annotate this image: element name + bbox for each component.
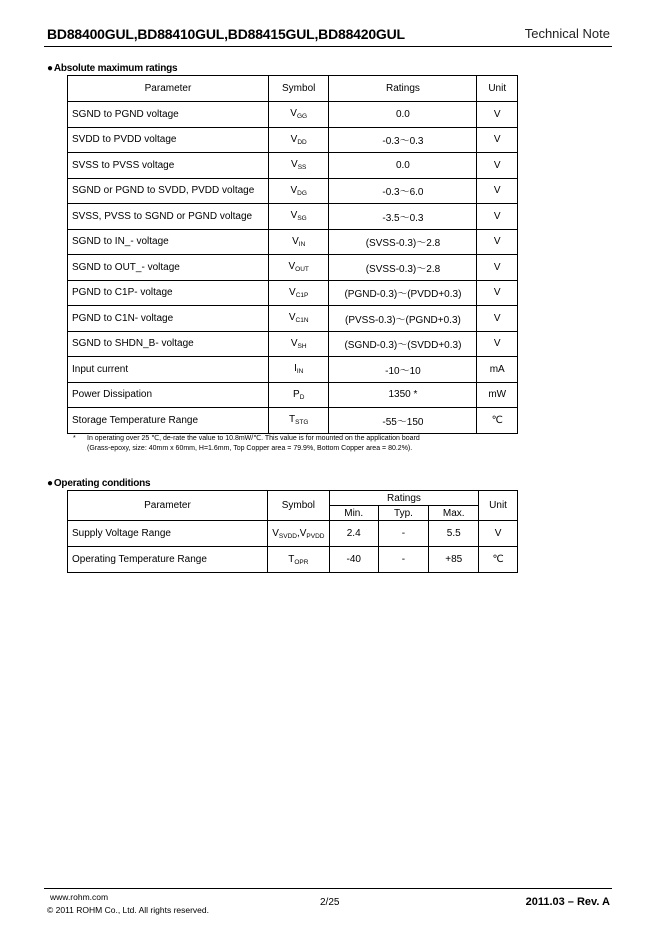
rating-cell: 0.0 [329,102,477,128]
symbol-subscript: GG [296,113,308,121]
symbol-cell [267,547,329,573]
col-header-typ: Typ. [378,506,429,521]
table-row [68,229,518,255]
footnote-line-1: In operating over 25 ℃, de-rate the value to 10.8mW/℃. This value is for mounted on the application board [87,435,420,442]
param-cell: Storage Temperature Range [68,408,269,434]
col-header-ratings: Ratings [329,76,477,102]
unit-cell: mW [477,382,518,408]
op-cond-table [67,490,518,573]
rating-cell: -10～10 [329,357,477,383]
unit-cell: V [479,521,518,547]
min-cell: 2.4 [329,521,378,547]
symbol-cell [268,255,328,281]
symbol-cell [268,204,328,230]
symbol-cell [268,178,328,204]
symbol-subscript: IN [298,240,306,248]
symbol-main: V [291,159,298,171]
symbol-main: V [289,286,296,298]
param-cell: PGND to C1N- voltage [68,306,269,332]
max-cell: 5.5 [429,521,479,547]
symbol-main: V [272,527,279,539]
param-cell: Operating Temperature Range [68,547,268,573]
table-row [68,408,518,434]
symbol-subscript: SS [297,164,307,172]
rating-cell: -3.5～0.3 [329,204,477,230]
col-header-parameter: Parameter [68,491,268,521]
op-cond-section-title [47,478,150,489]
param-cell: PGND to C1P- voltage [68,280,269,306]
min-cell: -40 [329,547,378,573]
table-row [68,178,518,204]
param-cell: SGND to SHDN_B- voltage [68,331,269,357]
table-row [68,331,518,357]
table-row [68,306,518,332]
rating-cell: (SGND-0.3)～(SVDD+0.3) [329,331,477,357]
symbol-subscript: OUT [295,266,309,274]
rating-cell: (PGND-0.3)～(PVDD+0.3) [329,280,477,306]
symbol-cell [268,280,328,306]
symbol-cell [268,357,328,383]
col-header-ratings: Ratings [329,491,478,506]
rating-cell: 0.0 [329,153,477,179]
rating-cell: 1350 * [329,382,477,408]
table-row [68,382,518,408]
rating-cell: -0.3～0.3 [329,127,477,153]
symbol-cell [267,521,329,547]
symbol-separator: , [296,527,300,539]
col-header-max: Max. [429,506,479,521]
unit-cell: ℃ [479,547,518,573]
param-cell: SGND to PGND voltage [68,102,269,128]
unit-cell: V [477,255,518,281]
rating-cell: -55～150 [329,408,477,434]
col-header-symbol: Symbol [268,76,328,102]
footer-copyright: © 2011 ROHM Co., Ltd. All rights reserved. [47,905,210,915]
symbol-subscript: OPR [294,558,309,566]
symbol-main: P [293,388,300,400]
footer-url: www.rohm.com [50,892,109,902]
param-cell: SVSS, PVSS to SGND or PGND voltage [68,204,269,230]
page-number: 2/25 [320,897,340,908]
unit-cell: V [477,102,518,128]
symbol-main: T [288,414,296,426]
symbol-subscript: D [299,393,305,401]
symbol-subscript: SVDD [278,532,297,540]
symbol-cell [268,382,328,408]
param-cell: SGND to OUT_- voltage [68,255,269,281]
symbol-main: V [290,210,298,222]
max-cell: +85 [429,547,479,573]
symbol-main: V [290,108,297,120]
table-header-row [68,76,518,102]
unit-cell: V [477,280,518,306]
symbol-main: V [292,235,299,247]
symbol-main: V [290,133,298,145]
rating-cell: (SVSS-0.3)～2.8 [329,229,477,255]
param-cell: Power Dissipation [68,382,269,408]
symbol-cell [268,102,328,128]
abs-max-title-text: Absolute maximum ratings [53,63,178,74]
param-cell: Supply Voltage Range [68,521,268,547]
table-row [68,127,518,153]
col-header-min: Min. [329,506,378,521]
rating-cell: (SVSS-0.3)～2.8 [329,255,477,281]
symbol-main: I [294,363,297,375]
abs-max-footnote [73,434,420,454]
document-title: BD88400GUL,BD88410GUL,BD88415GUL,BD88420GUL [47,26,405,42]
unit-cell: mA [477,357,518,383]
abs-max-section-title [47,63,177,74]
col-header-unit: Unit [477,76,518,102]
symbol-cell [268,127,328,153]
unit-cell: V [477,153,518,179]
col-header-symbol: Symbol [267,491,329,521]
table-header-row [68,491,518,506]
symbol-main: V [288,261,296,273]
document-type-label: Technical Note [524,26,610,41]
symbol-subscript: STG [295,419,309,427]
param-cell: SGND to IN_- voltage [68,229,269,255]
unit-cell: V [477,306,518,332]
unit-cell: V [477,229,518,255]
table-row [68,153,518,179]
col-header-parameter: Parameter [68,76,269,102]
symbol-cell [268,306,328,332]
unit-cell: V [477,178,518,204]
param-cell: SVDD to PVDD voltage [68,127,269,153]
col-header-unit: Unit [479,491,518,521]
abs-max-table [67,75,518,434]
table-row [68,204,518,230]
param-cell: SVSS to PVSS voltage [68,153,269,179]
bullet-icon: ● [47,478,53,489]
symbol-main: V [288,312,296,324]
symbol-subscript: DG [297,189,307,197]
typ-cell: - [378,521,429,547]
symbol-subscript: DD [297,138,307,146]
unit-cell: V [477,127,518,153]
param-cell: SGND or PGND to SVDD, PVDD voltage [68,178,269,204]
table-row [68,547,518,573]
revision-label: 2011.03 – Rev. A [525,896,610,908]
footnote-marker: * [73,435,76,442]
symbol-subscript: PVDD [306,532,325,540]
table-row [68,102,518,128]
unit-cell: ℃ [477,408,518,434]
rating-cell: -0.3～6.0 [329,178,477,204]
op-cond-title-text: Operating conditions [53,478,151,489]
symbol-subscript: IN [296,368,304,376]
footnote-line-2: (Grass-epoxy, size: 40mm x 60mm, H=1.6mm, Top Copper area = 79.9%, Bottom Copper area = 80.2%). [87,445,413,452]
param-cell: Input current [68,357,269,383]
bullet-icon: ● [47,63,53,74]
typ-cell: - [378,547,429,573]
header-divider [44,46,612,47]
table-row [68,521,518,547]
symbol-cell [268,331,328,357]
symbol-main: V [290,184,298,196]
symbol-subscript: C1N [295,317,309,325]
table-row [68,280,518,306]
symbol-cell [268,229,328,255]
symbol-main: V [290,337,298,349]
table-row [68,357,518,383]
symbol-main: V [299,527,307,539]
symbol-subscript: C1P [295,291,309,299]
table-row [68,255,518,281]
symbol-subscript: SH [297,342,307,350]
symbol-main: T [288,553,295,565]
symbol-subscript: SG [297,215,307,223]
rating-cell: (PVSS-0.3)～(PGND+0.3) [329,306,477,332]
unit-cell: V [477,204,518,230]
footer-divider [44,888,612,889]
symbol-cell [268,153,328,179]
unit-cell: V [477,331,518,357]
symbol-cell [268,408,328,434]
